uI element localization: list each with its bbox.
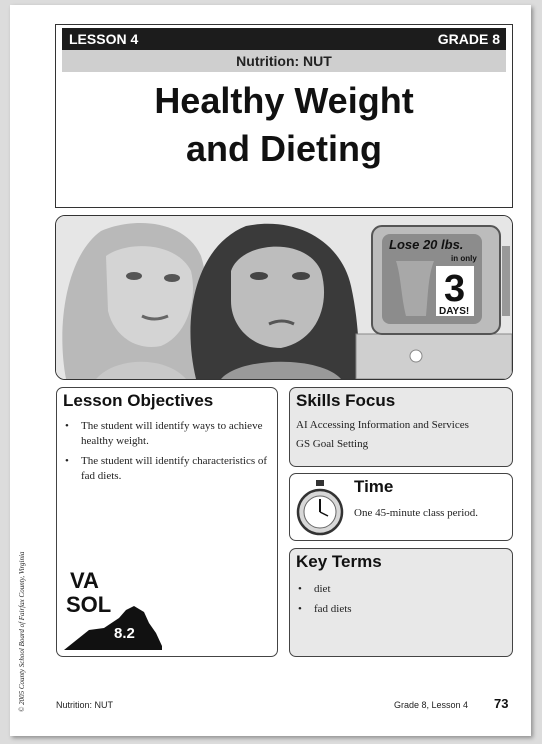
vasol-line1: VA	[70, 568, 99, 593]
list-item: • The student will identify ways to achieve healthy weight.	[63, 419, 268, 449]
vasol-number: 8.2	[114, 625, 135, 642]
time-text: One 45-minute class period.	[354, 507, 479, 519]
time-heading: Time	[354, 477, 394, 496]
tv-text-1: Lose 20 lbs.	[389, 237, 464, 252]
tv-number: 3	[444, 268, 466, 310]
unit-subtitle: Nutrition: NUT	[62, 50, 506, 72]
title-line-2: and Dieting	[186, 128, 382, 169]
skills-heading: Skills Focus	[296, 391, 396, 410]
lesson-bar	[62, 28, 506, 50]
key-terms-heading: Key Terms	[296, 552, 382, 571]
grade-label: GRADE 8	[437, 31, 500, 47]
lesson-title	[62, 77, 506, 173]
illustration	[55, 215, 513, 380]
vasol-line2: SOL	[66, 592, 112, 617]
tv-text-2: in only	[451, 254, 477, 263]
list-item: • The student will identify characteristics of fad diets.	[63, 454, 268, 484]
va-sol-badge	[64, 568, 164, 652]
skills-focus-panel	[289, 387, 513, 467]
footer-left: Nutrition: NUT	[56, 700, 114, 710]
stopwatch-icon	[294, 480, 346, 536]
title-line-1: Healthy Weight	[154, 80, 414, 121]
lesson-header	[55, 24, 513, 208]
tv-days: DAYS!	[439, 306, 470, 317]
key-terms-list	[296, 582, 496, 622]
footer-right: Grade 8, Lesson 4	[394, 700, 469, 710]
list-item: AI Accessing Information and Services	[296, 419, 469, 431]
list-item: • diet	[296, 582, 496, 597]
key-terms-panel	[289, 548, 513, 657]
list-item: • fad diets	[296, 602, 496, 617]
lesson-label: LESSON 4	[69, 31, 139, 47]
objectives-list	[63, 419, 268, 489]
skills-list	[296, 416, 469, 454]
objectives-heading: Lesson Objectives	[63, 391, 214, 410]
page-number: 73	[494, 696, 509, 711]
time-panel	[289, 473, 513, 541]
illustration-art	[56, 216, 512, 379]
list-item: GS Goal Setting	[296, 438, 369, 450]
copyright-notice: © 2005 County School Board of Fairfax County, Virginia	[18, 551, 26, 712]
